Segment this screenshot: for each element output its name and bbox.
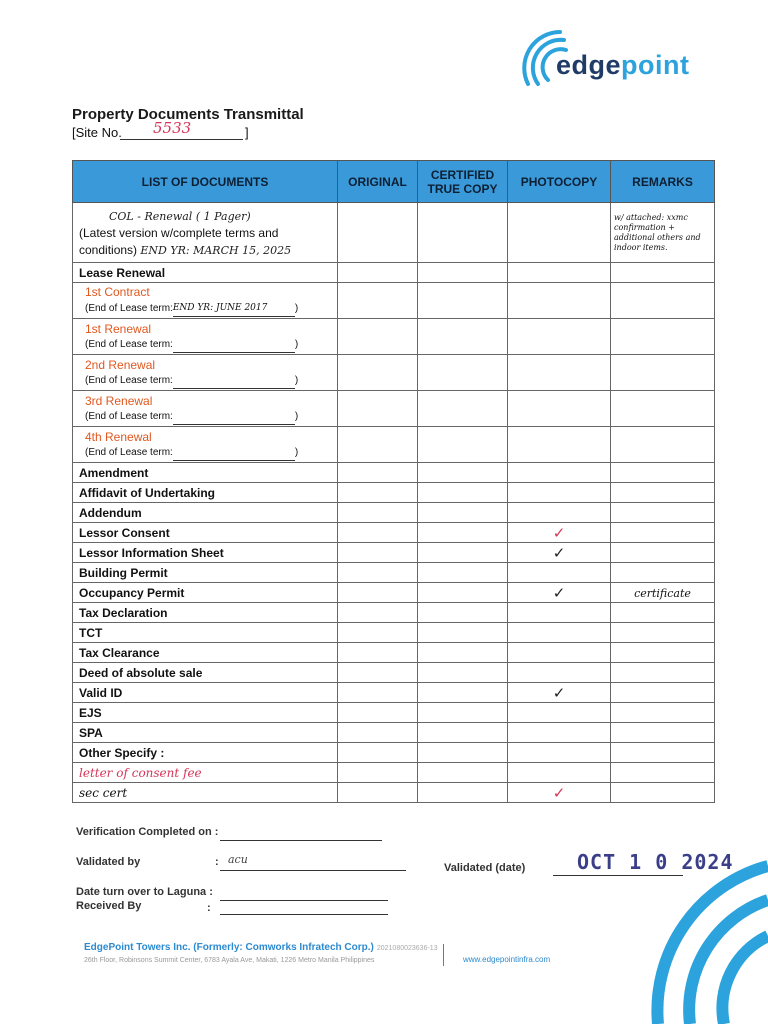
cell-photocopy[interactable]	[508, 583, 611, 603]
table-row	[73, 623, 715, 643]
check-mark-icon: ✓	[552, 683, 566, 702]
check-mark-icon: ✓	[552, 523, 566, 542]
cell-photocopy[interactable]	[508, 683, 611, 703]
company-address: 26th Floor, Robinsons Summit Center, 6783 Ayala Ave, Makati, 1226 Metro Manila Philippines	[84, 957, 375, 964]
renewal-3-end	[173, 424, 295, 425]
validated-date-stamp: OCT 1 0 2024	[577, 850, 734, 874]
cell-remark[interactable]	[611, 283, 715, 319]
cell-photocopy[interactable]	[508, 523, 611, 543]
cell-remark[interactable]	[611, 563, 715, 583]
site-label-close: ]	[245, 125, 249, 140]
check-mark-icon: ✓	[552, 783, 566, 802]
logo-suffix: point	[621, 50, 690, 80]
renewal-3-label: 3rd Renewal	[85, 393, 153, 408]
cell-original[interactable]	[338, 563, 418, 583]
verification-field[interactable]	[220, 840, 382, 841]
validated-by-field[interactable]	[220, 870, 406, 871]
cell-certified[interactable]	[418, 463, 508, 483]
other-document-label: letter of consent fee	[79, 765, 202, 780]
cell-remark[interactable]	[611, 703, 715, 723]
table-row-renewal-3	[73, 391, 715, 427]
cell-certified[interactable]	[418, 263, 508, 283]
end-of-lease-label: (End of Lease term:	[85, 338, 173, 350]
col-header-certified: CERTIFIED TRUE COPY	[418, 161, 508, 203]
first-contract-label: 1st Contract	[85, 285, 150, 299]
cell-remark[interactable]	[611, 427, 715, 463]
cell-certified[interactable]	[418, 603, 508, 623]
renewal-1-cell	[73, 319, 338, 355]
cell-original[interactable]	[338, 743, 418, 763]
turnover-label: Date turn over to Laguna :	[76, 886, 213, 898]
close-paren: )	[294, 446, 299, 458]
document-label: Addendum	[73, 503, 338, 523]
cell-remark[interactable]	[611, 319, 715, 355]
document-label: Other Specify :	[73, 743, 338, 763]
cell-photocopy[interactable]	[508, 763, 611, 783]
cell-photocopy[interactable]	[508, 563, 611, 583]
table-row-lease-renewal	[73, 263, 715, 283]
col-header-documents: LIST OF DOCUMENTS	[73, 161, 338, 203]
remark-text: certificate	[634, 586, 691, 600]
cell-original[interactable]	[338, 483, 418, 503]
brand-logo	[556, 50, 690, 81]
renewal-1-end	[173, 352, 295, 353]
cell-photocopy[interactable]	[508, 723, 611, 743]
cell-remark[interactable]	[611, 663, 715, 683]
table-row	[73, 563, 715, 583]
table-row	[73, 583, 715, 603]
cell-remark[interactable]	[611, 763, 715, 783]
table-row-first-contract	[73, 283, 715, 319]
cell-certified[interactable]	[418, 523, 508, 543]
cell-photocopy[interactable]	[508, 283, 611, 319]
cell-original[interactable]	[338, 263, 418, 283]
document-label: SPA	[73, 723, 338, 743]
cell-original[interactable]	[338, 319, 418, 355]
decorative-arcs-icon	[628, 858, 768, 1024]
cell-original[interactable]	[338, 391, 418, 427]
cell-remark[interactable]	[611, 623, 715, 643]
document-label: Deed of absolute sale	[73, 663, 338, 683]
cell-certified[interactable]	[418, 483, 508, 503]
table-row	[73, 483, 715, 503]
close-paren: )	[294, 338, 299, 350]
document-label: Tax Declaration	[73, 603, 338, 623]
other-specify-rows	[73, 763, 715, 803]
document-label: Valid ID	[73, 683, 338, 703]
cell-original[interactable]	[338, 703, 418, 723]
cell-photocopy[interactable]	[508, 643, 611, 663]
validated-by-colon: :	[215, 856, 219, 868]
page-title: Property Documents Transmittal	[72, 106, 304, 123]
turnover-field[interactable]	[220, 900, 388, 901]
cell-original[interactable]	[338, 503, 418, 523]
cell-remark[interactable]	[611, 355, 715, 391]
table-row	[73, 603, 715, 623]
renewal-2-cell	[73, 355, 338, 391]
cell-remark[interactable]	[611, 643, 715, 663]
cell-certified[interactable]	[418, 391, 508, 427]
cell-photocopy[interactable]	[508, 391, 611, 427]
other-document-cell	[73, 763, 338, 783]
cell-remark[interactable]	[611, 723, 715, 743]
cell-remark[interactable]	[611, 523, 715, 543]
cell-remark[interactable]	[611, 483, 715, 503]
cell-photocopy[interactable]	[508, 743, 611, 763]
document-label: EJS	[73, 703, 338, 723]
table-row-renewal-1	[73, 319, 715, 355]
company-website[interactable]: www.edgepointinfra.com	[463, 955, 551, 964]
close-paren: )	[294, 374, 299, 386]
lease-renewal-label: Lease Renewal	[73, 263, 338, 283]
check-mark-icon: ✓	[552, 543, 566, 562]
cell-photocopy[interactable]	[508, 427, 611, 463]
cell-remark[interactable]	[611, 783, 715, 803]
cell-photocopy[interactable]	[508, 263, 611, 283]
cell-original[interactable]	[338, 623, 418, 643]
cell-certified[interactable]	[418, 563, 508, 583]
cell-certified[interactable]	[418, 703, 508, 723]
cell-certified[interactable]	[418, 319, 508, 355]
cell-certified[interactable]	[418, 683, 508, 703]
col-header-original: ORIGINAL	[338, 161, 418, 203]
col-end-year: END YR: MARCH 15, 2025	[140, 243, 292, 257]
document-label: Occupancy Permit	[73, 583, 338, 603]
first-contract-cell	[73, 283, 338, 319]
site-number-underline	[120, 139, 243, 140]
cell-certified[interactable]	[418, 663, 508, 683]
cell-certified[interactable]	[418, 723, 508, 743]
document-label: Amendment	[73, 463, 338, 483]
cell-certified[interactable]	[418, 623, 508, 643]
company-name	[84, 942, 438, 953]
site-label: [Site No.	[72, 125, 122, 140]
cell-remark[interactable]	[611, 263, 715, 283]
company-reg: 2021080023636-13	[376, 945, 438, 952]
other-document-label: sec cert	[79, 785, 128, 800]
cell-original[interactable]	[338, 683, 418, 703]
cell-certified[interactable]	[418, 427, 508, 463]
col-header-remarks: REMARKS	[611, 161, 715, 203]
document-label: TCT	[73, 623, 338, 643]
company-name-text: EdgePoint Towers Inc. (Formerly: Comworks Infratech Corp.)	[84, 942, 374, 953]
footer-divider	[443, 944, 444, 966]
table-row-renewal-2	[73, 355, 715, 391]
end-of-lease-label: (End of Lease term:	[85, 303, 173, 314]
cell-original[interactable]	[338, 583, 418, 603]
close-paren: )	[294, 303, 299, 314]
end-of-lease-label: (End of Lease term:	[85, 374, 173, 386]
table-row-renewal-4	[73, 427, 715, 463]
col-header-photocopy: PHOTOCOPY	[508, 161, 611, 203]
renewal-4-end	[173, 460, 295, 461]
cell-original[interactable]	[338, 603, 418, 623]
cell-original[interactable]	[338, 283, 418, 319]
validated-by-signature: acu	[228, 853, 248, 866]
cell-original[interactable]	[338, 643, 418, 663]
col-remark-text: w/ attached: xxmc confirmation + additional others and indoor items.	[614, 212, 701, 252]
cell-remark[interactable]	[611, 463, 715, 483]
cell-certified[interactable]	[418, 543, 508, 563]
cell-remark[interactable]	[611, 683, 715, 703]
cell-remark[interactable]	[611, 543, 715, 563]
cell-certified[interactable]	[418, 583, 508, 603]
col-remark[interactable]	[611, 203, 715, 263]
table-row	[73, 723, 715, 743]
cell-original[interactable]	[338, 543, 418, 563]
table-row	[73, 663, 715, 683]
table-row	[73, 463, 715, 483]
document-rows	[73, 463, 715, 763]
col-document-cell	[73, 203, 338, 263]
end-of-lease-label: (End of Lease term:	[85, 410, 173, 422]
cell-photocopy[interactable]	[508, 543, 611, 563]
cell-photocopy[interactable]	[508, 483, 611, 503]
renewal-4-label: 4th Renewal	[85, 429, 152, 444]
renewal-2-label: 2nd Renewal	[85, 357, 156, 372]
check-mark-icon: ✓	[552, 583, 566, 602]
other-document-cell	[73, 783, 338, 803]
cell-original[interactable]	[338, 427, 418, 463]
cell-photocopy[interactable]	[508, 703, 611, 723]
cell-photocopy[interactable]	[508, 463, 611, 483]
table-row	[73, 683, 715, 703]
cell-certified[interactable]	[418, 743, 508, 763]
renewal-4-cell	[73, 427, 338, 463]
renewal-3-cell	[73, 391, 338, 427]
cell-photocopy[interactable]	[508, 623, 611, 643]
cell-certified[interactable]	[418, 643, 508, 663]
first-contract-end: END YR: JUNE 2017	[173, 300, 295, 317]
document-label: Lessor Information Sheet	[73, 543, 338, 563]
cell-photocopy[interactable]	[508, 663, 611, 683]
col-certified[interactable]	[418, 203, 508, 263]
validated-date-label: Validated (date)	[444, 862, 526, 874]
cell-remark[interactable]	[611, 503, 715, 523]
document-label: Lessor Consent	[73, 523, 338, 543]
col-handwritten: COL - Renewal ( 1 Pager)	[109, 209, 251, 223]
received-by-label: Received By	[76, 900, 142, 912]
verification-label: Verification Completed on :	[76, 826, 219, 838]
cell-original[interactable]	[338, 763, 418, 783]
end-of-lease-label: (End of Lease term:	[85, 446, 173, 458]
cell-photocopy[interactable]	[508, 503, 611, 523]
renewal-1-label: 1st Renewal	[85, 321, 152, 336]
logo-prefix: edge	[556, 50, 622, 80]
cell-remark[interactable]	[611, 391, 715, 427]
close-paren: )	[294, 410, 299, 422]
col-line2: conditions)	[79, 242, 138, 257]
cell-photocopy[interactable]	[508, 783, 611, 803]
table-row	[73, 523, 715, 543]
cell-certified[interactable]	[418, 355, 508, 391]
cell-certified[interactable]	[418, 283, 508, 319]
site-number-value: 5533	[153, 119, 192, 137]
table-header-row	[73, 161, 715, 203]
cell-certified[interactable]	[418, 783, 508, 803]
document-label: Building Permit	[73, 563, 338, 583]
col-original[interactable]	[338, 203, 418, 263]
table-row-other	[73, 763, 715, 783]
validated-by-label: Validated by	[76, 856, 141, 868]
cell-original[interactable]	[338, 523, 418, 543]
cell-original[interactable]	[338, 723, 418, 743]
cell-remark[interactable]	[611, 583, 715, 603]
cell-remark[interactable]	[611, 603, 715, 623]
received-by-field[interactable]	[220, 914, 388, 915]
received-by-colon: :	[207, 902, 211, 914]
table-row	[73, 743, 715, 763]
table-row	[73, 703, 715, 723]
table-row-other	[73, 783, 715, 803]
renewal-2-end	[173, 388, 295, 389]
cell-original[interactable]	[338, 663, 418, 683]
documents-table	[72, 160, 715, 803]
table-row	[73, 543, 715, 563]
table-row-col	[73, 203, 715, 263]
cell-certified[interactable]	[418, 503, 508, 523]
table-row	[73, 643, 715, 663]
cell-photocopy[interactable]	[508, 319, 611, 355]
col-photocopy[interactable]	[508, 203, 611, 263]
table-row	[73, 503, 715, 523]
cell-original[interactable]	[338, 783, 418, 803]
col-line1: (Latest version w/complete terms and	[79, 225, 279, 240]
document-label: Tax Clearance	[73, 643, 338, 663]
cell-remark[interactable]	[611, 743, 715, 763]
cell-photocopy[interactable]	[508, 355, 611, 391]
cell-photocopy[interactable]	[508, 603, 611, 623]
cell-certified[interactable]	[418, 763, 508, 783]
document-label: Affidavit of Undertaking	[73, 483, 338, 503]
cell-original[interactable]	[338, 355, 418, 391]
cell-original[interactable]	[338, 463, 418, 483]
